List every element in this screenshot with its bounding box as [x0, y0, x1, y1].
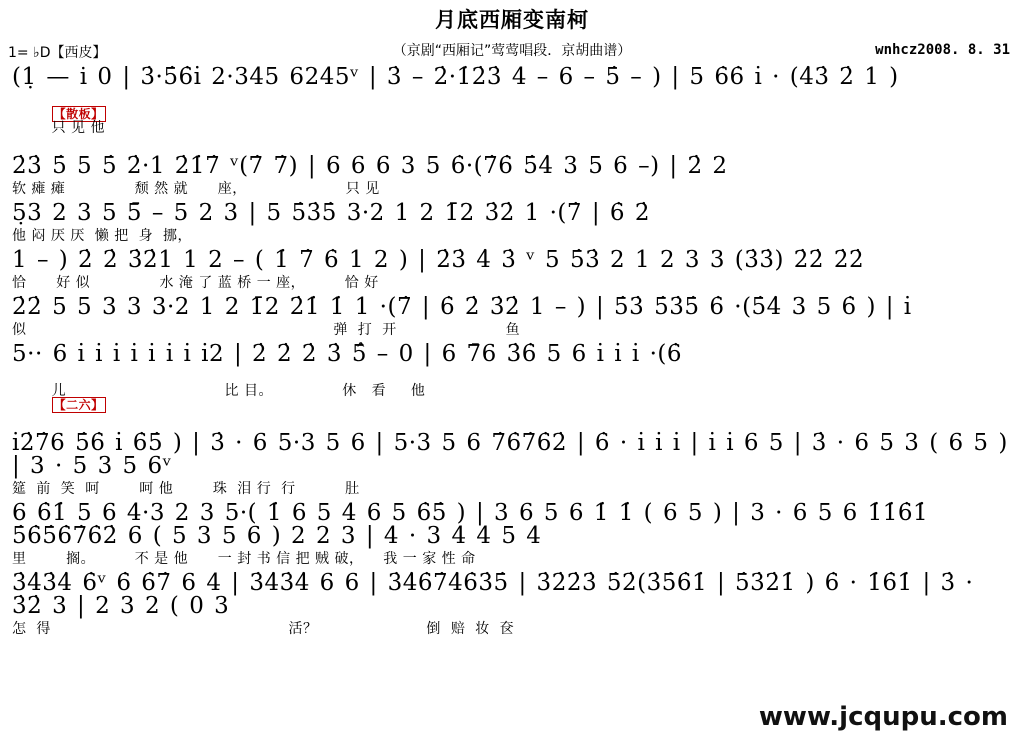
music-system: [0, 572, 1024, 636]
notation-line: 2̇3̇ 5̇ 5 5̇ 2̇·1 2̇1̇7̇ ᵛ(7̇ 7̇) | 6 6 6 3 5 6̇·(7̇6̇ 5̇4̇ 3 5 6 –) | 2̇ 2: [12, 153, 728, 179]
music-system: [0, 296, 1024, 337]
notation-line: 2̇2̇ 5 5 3 3 3·2 1 2 1̄2 2̇1̇ 1̇ 1 ·(7̇ | 6̇ 2̇ 3̇2̇ 1 – ) | 5̇3̇ 5̇3̇5̇ 6̇ ·(5̇4̇ 3 5 6̇ ) | i̇: [12, 294, 912, 320]
lyric-line: 恰 好 似 水 淹 了 蓝 桥 一 座， 恰 好: [12, 275, 379, 291]
notation-line: (1̣ — i 0 | 3̇·5̇6̇i̇ 2·345 6245ᵛ | 3̇ – 2̇·1̇2̇3̇ 4 – 6 – 5̇ – ) | 5 6̇6̇ i̇ · (4̇3̇ 2̇ 1 ): [12, 64, 899, 90]
lyric-text: 只 见 他: [51, 120, 106, 136]
lyric-line: [12, 93, 1012, 149]
music-systems: [0, 66, 1024, 642]
music-system: [0, 502, 1024, 566]
lyric-line: 里 搁。 不 是 他 一 封 书 信 把 贼 破， 我 一 家 性 命: [12, 551, 476, 567]
lyric-text: 儿 比 目。 休 看 他: [51, 383, 426, 399]
music-system: [0, 155, 1024, 196]
lyric-line: 他 闷 厌 厌 懒 把 身 挪，: [12, 228, 193, 244]
tempo-tag-sanban: 【散板】: [53, 107, 104, 121]
notation-line: 1 – ) 2̇ 2̇ 3̇2̇1 1 2 – ( 1̇ 7̇ 6̇ 1 2 ) | 2̇3̇ 4̇ 3̇ ᵛ 5 5̇3̇ 2 1 2 3 3 (3̇3̇) 2̇2̇ 2̇2̇: [12, 247, 865, 273]
lyric-line: 似 弹 打 开 鱼: [12, 322, 521, 338]
lyric-line: 筵 前 笑 呵 呵 他 珠 泪 行 行 肚: [12, 481, 360, 497]
website-watermark: www.jcqupu.com: [758, 702, 1008, 732]
page-subtitle: （京剧“西厢记”莺莺唱段．京胡曲谱）: [392, 43, 632, 59]
music-system: [0, 432, 1024, 496]
lyric-line: [12, 370, 1012, 426]
key-signature: 1= ♭D【西皮】: [8, 45, 107, 61]
music-system: [0, 66, 1024, 149]
notation-line: 5̣3 2 3 5 5̄ – 5 2 3 | 5 5̇3̇5̇ 3·2 1 2 1̄2 3̇2̇ 1 ·(7̇ | 6̇ 2̇: [12, 200, 650, 226]
lyric-line: 怎 得 活？ 倒 赔 妆 奁: [12, 621, 515, 637]
music-system: [0, 202, 1024, 243]
tempo-tag-erliu: 【二六】: [53, 398, 104, 412]
music-system: [0, 249, 1024, 290]
score-code: wnhcz2008. 8. 31: [875, 42, 1010, 58]
notation-line: 6 6̇1̇ 5 6 4·3 2 3 5·( 1̇ 6 5 4 6 5 6̇5̇ ) | 3 6 5 6 1̇ 1̇ ( 6 5 ) | 3 · 6 5 6 1̇1̇6̇1̇ 5̇6̇5̇6̇7̇6̇2̇ 6 ( 5 3 5 6 ) 2 2 3 | 4 · 3 4 4 5 4: [12, 500, 938, 549]
music-system: [0, 343, 1024, 426]
notation-line: 3̇4̇3̇4̇ 6̇ᵛ 6̇ 6̇7̇ 6 4 | 3̇4̇3̇4̇ 6 6 | 3̇4̇6̇7̇4̇6̇3̇5̇ | 3̇2̇2̇3̇ 5̇2̇(3̇5̇6̇1̇ | 5̇3̇2̇1̇ ) 6̇ · 1̇6̇1̇ | 3̇ · 3̇2̇ 3 | 2 3 2 ( 0 3: [12, 570, 984, 619]
notation-line: 5·· 6 i̇ i̇ i̇ i̇ i̇ i̇ i̇ i̇2 | 2̇ 2̇ 2̇ 3̇ 5̂ – 0 | 6 7̄6 3̇6̇ 5 6 i̇ i̇ i̇ ·(6̇: [12, 341, 682, 367]
lyric-line: 软 瘫 瘫 颓 然 就 座， 只 见: [12, 181, 380, 197]
page-title: 月底西厢变南柯: [435, 8, 589, 32]
notation-line: i̇2̇7̇6 5̇6̇ i̇ 6̇5̇ ) | 3̇ · 6 5·3 5 6 | 5·3 5 6 7̇6̇7̇6̇2̇ | 6̇ · i̇ i̇ i̇ | i̇ i̇ 6 5 | 3̇ · 6 5 3 ( 6 5 ) | 3 · 5 3 5 6ᵛ: [12, 430, 1018, 479]
